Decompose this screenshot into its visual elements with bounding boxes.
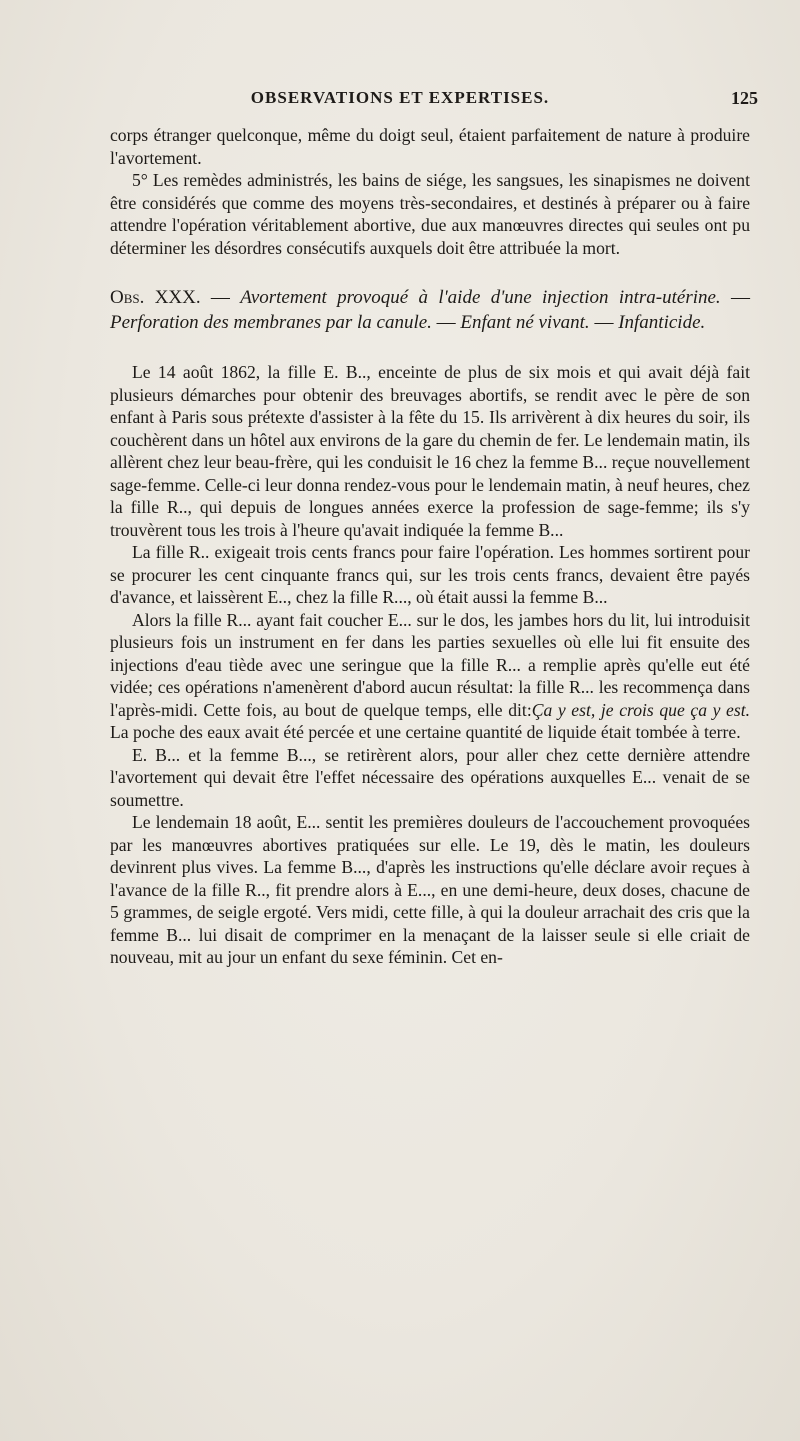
observation-heading <box>110 285 750 335</box>
observation-verdict: Infanticide. <box>618 312 706 333</box>
narrative-text: La poche des eaux avait été percée et une certaine quantité de liquide était tombée à terre. <box>110 722 741 742</box>
heading-dash: — <box>720 287 750 308</box>
heading-dash: — <box>431 312 461 333</box>
paragraph-conclusion-5: 5° Les remèdes administrés, les bains de siége, les sangsues, les sinapismes ne doivent être considérés que comme des moyens très-secondaires, et destinés à préparer ou à faire attendre l'opération véritablement abortive, due aux manœuvres directes qui seules ont pu déterminer les désordres consécutifs auxquels doit être attribuée la mort. <box>110 170 750 258</box>
heading-dash: — <box>589 312 619 333</box>
observation-title: Avortement provoqué à l'aide d'une injection intra-utérine. <box>240 287 721 308</box>
narrative-paragraph-2: La fille R.. exigeait trois cents francs pour faire l'opération. Les hommes sortirent pour se procurer les cent cinquante francs qui, sur les trois cents francs, devaient être payés d'avance, et laissèrent E.., chez la fille R..., où était aussi la femme B... <box>110 542 750 607</box>
paragraph-continuation: corps étranger quelconque, même du doigt seul, étaient parfaitement de nature à produire l'avortement. <box>110 125 750 168</box>
narrative-paragraph-5: Le lendemain 18 août, E... sentit les premières douleurs de l'accouchement provoquées par les manœuvres abortives pratiquées sur elle. Le 19, dès le matin, les douleurs devinrent plus vives. La femme B..., d'après les instructions qu'elle déclare avoir reçues à l'avance de la fille R.., fit prendre alors à E..., en une demi-heure, deux doses, chacune de 5 grammes, de seigle ergoté. Vers midi, cette fille, à qui la douleur arrachait des cris que la femme B... lui disait de comprimer en la menaçant de la laisser seule si elle criait de nouveau, mit au jour un enfant du sexe féminin. Cet en- <box>110 812 750 967</box>
narrative-paragraph-1: Le 14 août 1862, la fille E. B.., enceinte de plus de six mois et qui avait déjà fait plusieurs démarches pour obtenir des breuvages abortifs, se rendit avec le père de son enfant à Paris sous prétexte d'assister à la fête du 15. Ils arrivèrent à dix heures du soir, ils couchèrent dans un hôtel aux environs de la gare du chemin de fer. Le lendemain matin, ils allèrent chez leur beau-frère, qui les conduisit le 16 chez la femme B... reçue nouvellement sage-femme. Celle-ci leur donna rendez-vous pour le lendemain matin, à neuf heures, chez la fille R.., qui depuis de longues années exerce la profession de sage-femme; ils s'y trouvèrent tous les trois à l'heure qu'avait indiquée la femme B... <box>110 362 750 540</box>
body-text <box>110 124 750 969</box>
heading-dash: — <box>200 287 241 308</box>
running-title: OBSERVATIONS ET EXPERTISES. <box>250 88 550 107</box>
narrative-text: Alors la fille R... ayant fait coucher E... sur le dos, les jambes hors du lit, lui introduisit plusieurs fois un instrument en fer dans les parties sexuelles où elle lui fit ensuite des injections d'eau tiède avec une seringue que la fille R... a remplie après qu'elle eut été vidée; ces opérations n'amenèrent d'abord aucun résultat: la fille R... les recommença dans l'après-midi. Cette fois, au bout de quelque temps, elle dit: <box>110 609 750 720</box>
observation-label: Obs. XXX. <box>110 287 201 308</box>
narrative-paragraph-3 <box>110 609 750 744</box>
observation-subtitle: Perforation des membranes par la canule. <box>110 312 432 333</box>
quoted-speech: Ça y est, je crois que ça y est. <box>531 699 750 720</box>
narrative-paragraph-4: E. B... et la femme B..., se retirèrent alors, pour aller chez cette dernière attendre l'avortement qui devait être l'effet nécessaire des opérations auxquelles E... venait de se soumettre. <box>110 744 750 810</box>
page-header <box>0 88 800 114</box>
observation-detail: Enfant né vivant. <box>460 312 590 333</box>
page-number: 125 <box>731 88 758 108</box>
